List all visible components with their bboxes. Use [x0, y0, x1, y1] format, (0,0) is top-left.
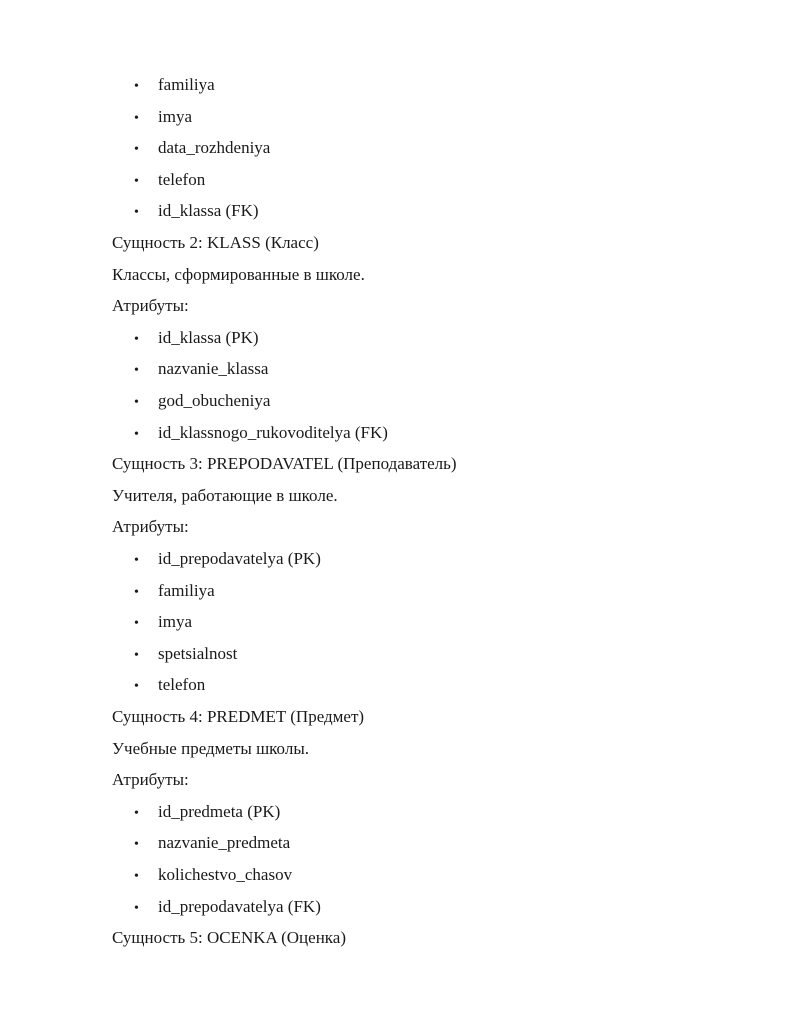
- bullet-icon: •: [134, 837, 139, 852]
- list-item-text: id_predmeta (PK): [158, 802, 281, 821]
- list-item: [134, 610, 192, 634]
- list-item: [134, 831, 290, 855]
- list-item: [134, 863, 292, 887]
- list-item: [134, 673, 205, 697]
- list-item-text: imya: [158, 612, 192, 631]
- list-item-text: id_klassa (FK): [158, 201, 259, 220]
- list-item: [134, 421, 388, 445]
- bullet-icon: •: [134, 332, 139, 347]
- list-item: [134, 136, 270, 160]
- bullet-icon: •: [134, 142, 139, 157]
- list-item: [134, 895, 321, 919]
- bullet-icon: •: [134, 806, 139, 821]
- paragraph: Классы, сформированные в школе.: [112, 265, 365, 284]
- paragraph: Сущность 4: PREDMET (Предмет): [112, 707, 365, 726]
- bullet-icon: •: [134, 616, 139, 631]
- paragraph: Сущность 5: OCENKA (Оценка): [112, 928, 347, 947]
- list-item: [134, 199, 259, 223]
- list-item: [134, 800, 280, 824]
- paragraph: Сущность 3: PREPODAVATEL (Преподаватель): [112, 454, 457, 473]
- bullet-icon: •: [134, 174, 139, 189]
- list-item-text: nazvanie_klassa: [158, 359, 269, 378]
- bullet-icon: •: [134, 553, 139, 568]
- list-item-text: spetsialnost: [158, 644, 238, 663]
- paragraph: Атрибуты:: [112, 296, 189, 315]
- list-item: [134, 579, 215, 603]
- list-item-text: kolichestvo_chasov: [158, 865, 293, 884]
- list-item: [134, 547, 321, 571]
- list-item-text: god_obucheniya: [158, 391, 271, 410]
- list-item-text: id_prepodavatelya (PK): [158, 549, 321, 568]
- bullet-icon: •: [134, 395, 139, 410]
- list-item: [134, 326, 259, 350]
- list-item-text: nazvanie_predmeta: [158, 833, 291, 852]
- list-item-text: imya: [158, 107, 192, 126]
- list-item: [134, 73, 215, 97]
- list-item: [134, 105, 192, 129]
- paragraph: Атрибуты:: [112, 770, 189, 789]
- paragraph: Сущность 2: KLASS (Класс): [112, 233, 319, 252]
- list-item-text: telefon: [158, 675, 206, 694]
- bullet-icon: •: [134, 869, 139, 884]
- paragraph: Учителя, работающие в школе.: [112, 486, 338, 505]
- paragraph: Атрибуты:: [112, 517, 189, 536]
- list-item-text: id_klassnogo_rukovoditelya (FK): [158, 423, 388, 442]
- bullet-icon: •: [134, 679, 139, 694]
- list-item-text: data_rozhdeniya: [158, 138, 271, 157]
- list-item: [134, 642, 237, 666]
- bullet-icon: •: [134, 585, 139, 600]
- bullet-icon: •: [134, 205, 139, 220]
- list-item-text: familiya: [158, 581, 215, 600]
- bullet-icon: •: [134, 648, 139, 663]
- list-item-text: telefon: [158, 170, 206, 189]
- list-item-text: id_prepodavatelya (FK): [158, 897, 321, 916]
- bullet-icon: •: [134, 111, 139, 126]
- bullet-icon: •: [134, 79, 139, 94]
- list-item: [134, 389, 270, 413]
- bullet-icon: •: [134, 363, 139, 378]
- list-item: [134, 168, 205, 192]
- list-item-text: familiya: [158, 75, 215, 94]
- bullet-icon: •: [134, 901, 139, 916]
- list-item: [134, 357, 268, 381]
- bullet-icon: •: [134, 427, 139, 442]
- list-item-text: id_klassa (PK): [158, 328, 259, 347]
- paragraph: Учебные предметы школы.: [112, 739, 309, 758]
